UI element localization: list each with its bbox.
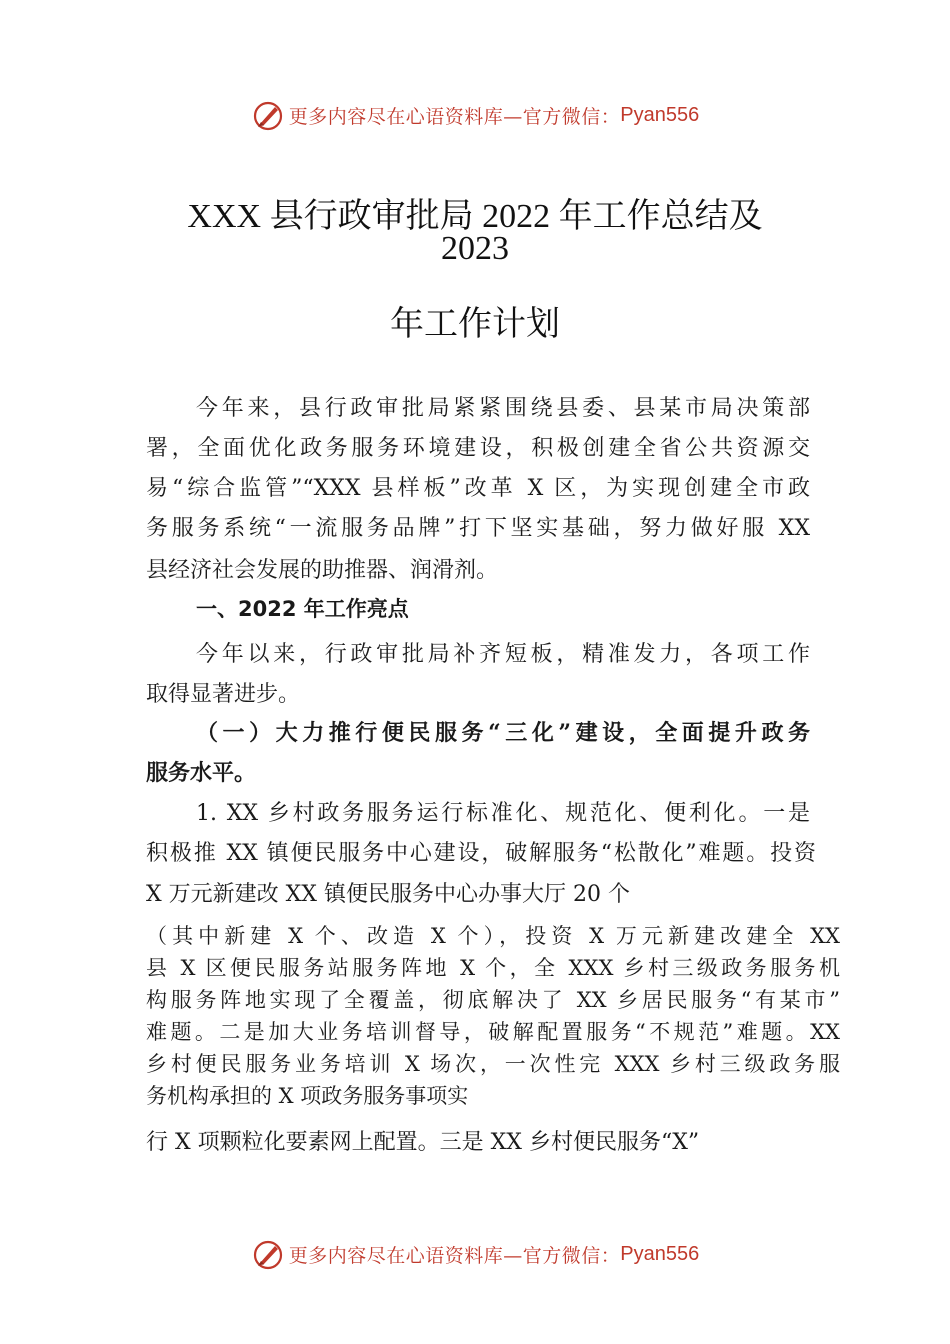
banner-wechat-id: Pyan556 bbox=[620, 1242, 700, 1265]
paragraph-line: 务服务系统“一流服务品牌”打下坚实基础，努力做好服 XX bbox=[146, 516, 810, 541]
pen-logo-icon bbox=[251, 1237, 285, 1271]
paragraph-line: 今年来，县行政审批局紧紧围绕县委、县某市局决策部 bbox=[196, 396, 810, 421]
banner-text: 更多内容尽在心语资料库—官方微信： bbox=[288, 105, 621, 128]
pen-logo-icon bbox=[251, 98, 285, 132]
paragraph-line: 今年以来，行政审批局补齐短板，精准发力，各项工作 bbox=[196, 642, 810, 667]
document-title-line-1: XXX 县行政审批局 2022 年工作总结及 bbox=[187, 198, 763, 235]
paragraph-line: 务机构承担的 X 项政务服务事项实 bbox=[146, 1084, 469, 1108]
section-heading: 一、2022 年工作亮点 bbox=[196, 597, 409, 621]
banner-wechat-id: Pyan556 bbox=[620, 103, 700, 126]
watermark-banner-top bbox=[0, 95, 950, 135]
paragraph-line: 县 X 区便民服务站服务阵地 X 个，全 XXX 乡村三级政务服务机 bbox=[146, 956, 840, 980]
document-title-line-2: 2023 bbox=[441, 230, 509, 267]
paragraph-line: 县经济社会发展的助推器、润滑剂。 bbox=[146, 558, 499, 583]
banner-text: 更多内容尽在心语资料库—官方微信： bbox=[288, 1244, 621, 1267]
paragraph-line: 乡村便民服务业务培训 X 场次，一次性完 XXX 乡村三级政务服 bbox=[146, 1052, 840, 1076]
paragraph-line: X 万元新建改 XX 镇便民服务中心办事大厅 20 个 bbox=[146, 882, 630, 907]
paragraph-line: 积极推 XX 镇便民服务中心建设，破解服务“松散化”难题。投资 bbox=[146, 841, 816, 866]
paragraph-line: 1. XX 乡村政务服务运行标准化、规范化、便利化。一是 bbox=[196, 801, 810, 826]
paragraph-line: （其中新建 X 个、改造 X 个），投资 X 万元新建改建全 XX bbox=[146, 924, 840, 948]
paragraph-line: 易“综合监管”“XXX 县样板”改革 X 区，为实现创建全市政 bbox=[146, 476, 810, 501]
document-title-line-3: 年工作计划 bbox=[390, 306, 560, 343]
subsection-heading: （一）大力推行便民服务“三化”建设，全面提升政务 bbox=[196, 720, 810, 746]
paragraph-line: 行 X 项颗粒化要素网上配置。三是 XX 乡村便民服务“X” bbox=[146, 1130, 700, 1155]
paragraph-line: 难题。二是加大业务培训督导，破解配置服务“不规范”难题。XX bbox=[146, 1020, 840, 1044]
paragraph-line: 署，全面优化政务服务环境建设，积极创建全省公共资源交 bbox=[146, 436, 810, 461]
watermark-banner-bottom bbox=[0, 1234, 950, 1274]
subsection-heading: 服务水平。 bbox=[146, 760, 257, 786]
paragraph-line: 构服务阵地实现了全覆盖，彻底解决了 XX 乡居民服务“有某市” bbox=[146, 988, 840, 1012]
paragraph-line: 取得显著进步。 bbox=[146, 682, 301, 707]
